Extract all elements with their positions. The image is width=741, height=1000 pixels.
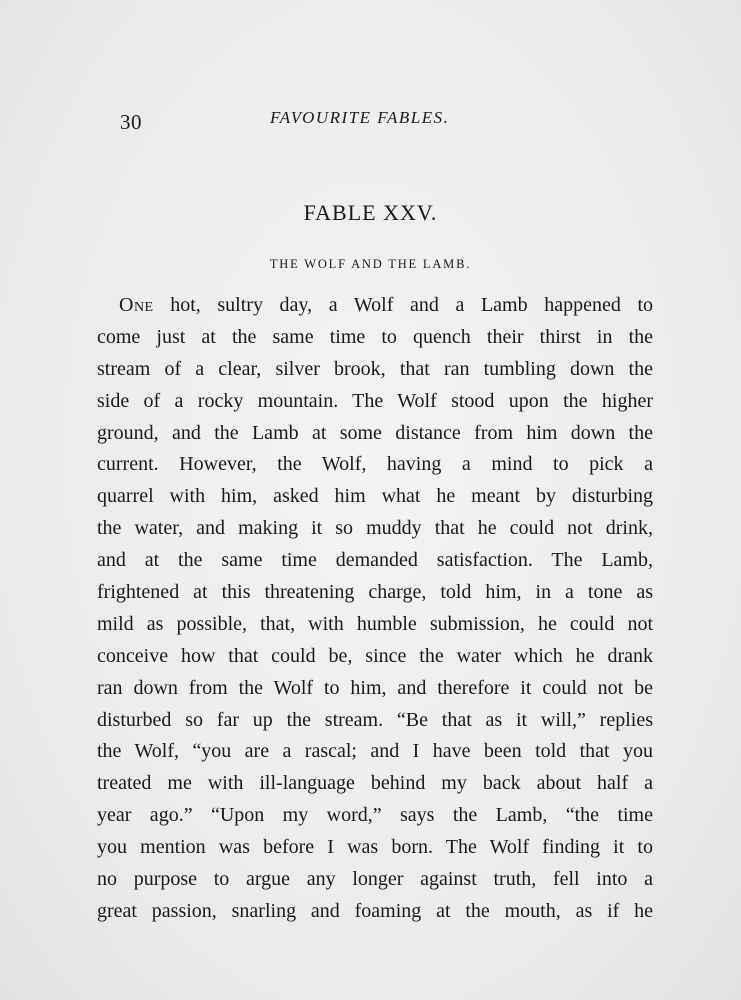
text-line: and at the same time demanded satisfaction. The Lamb, [97, 549, 653, 572]
text-line: the Wolf, “you are a rascal; and I have been told that you [97, 740, 653, 763]
text-line: you mention was before I was born. The Wolf finding it to [97, 836, 653, 859]
fable-number: FABLE XXV. [303, 200, 438, 225]
text-line: quarrel with him, asked him what he meant by disturbing [97, 485, 653, 508]
text-line: the water, and making it so muddy that he could not drink, [97, 517, 653, 540]
text-line: great passion, snarling and foaming at the mouth, as if he [97, 899, 653, 922]
page-number: 30 [120, 110, 142, 134]
text-line-content: hot, sultry day, a Wolf and a Lamb happened to [153, 294, 653, 316]
text-line: current. However, the Wolf, having a mind to pick a [97, 453, 653, 476]
text-line: come just at the same time to quench their thirst in the [97, 325, 653, 348]
fable-title: THE WOLF AND THE LAMB. [269, 257, 472, 271]
text-line: treated me with ill-language behind my back about half a [97, 772, 653, 795]
text-line: conceive how that could be, since the water which he drank [97, 644, 653, 667]
text-line: frightened at this threatening charge, told him, in a tone as [97, 581, 653, 604]
text-line: stream of a clear, silver brook, that ran tumbling down the [97, 357, 653, 380]
fable-body [97, 290, 653, 928]
text-line: mild as possible, that, with humble submission, he could not [97, 612, 653, 635]
text-line: disturbed so far up the stream. “Be that as it will,” replies [97, 708, 653, 731]
text-line: ground, and the Lamb at some distance from him down the [97, 421, 653, 444]
text-line: no purpose to argue any longer against truth, fell into a [97, 868, 653, 891]
text-line [97, 290, 653, 322]
text-line: ran down from the Wolf to him, and therefore it could not be [97, 676, 653, 699]
opening-word: One [119, 294, 154, 316]
text-line: year ago.” “Upon my word,” says the Lamb, “the time [97, 804, 653, 827]
running-head: FAVOURITE FABLES. [270, 108, 450, 127]
text-line: side of a rocky mountain. The Wolf stood upon the higher [97, 389, 653, 412]
